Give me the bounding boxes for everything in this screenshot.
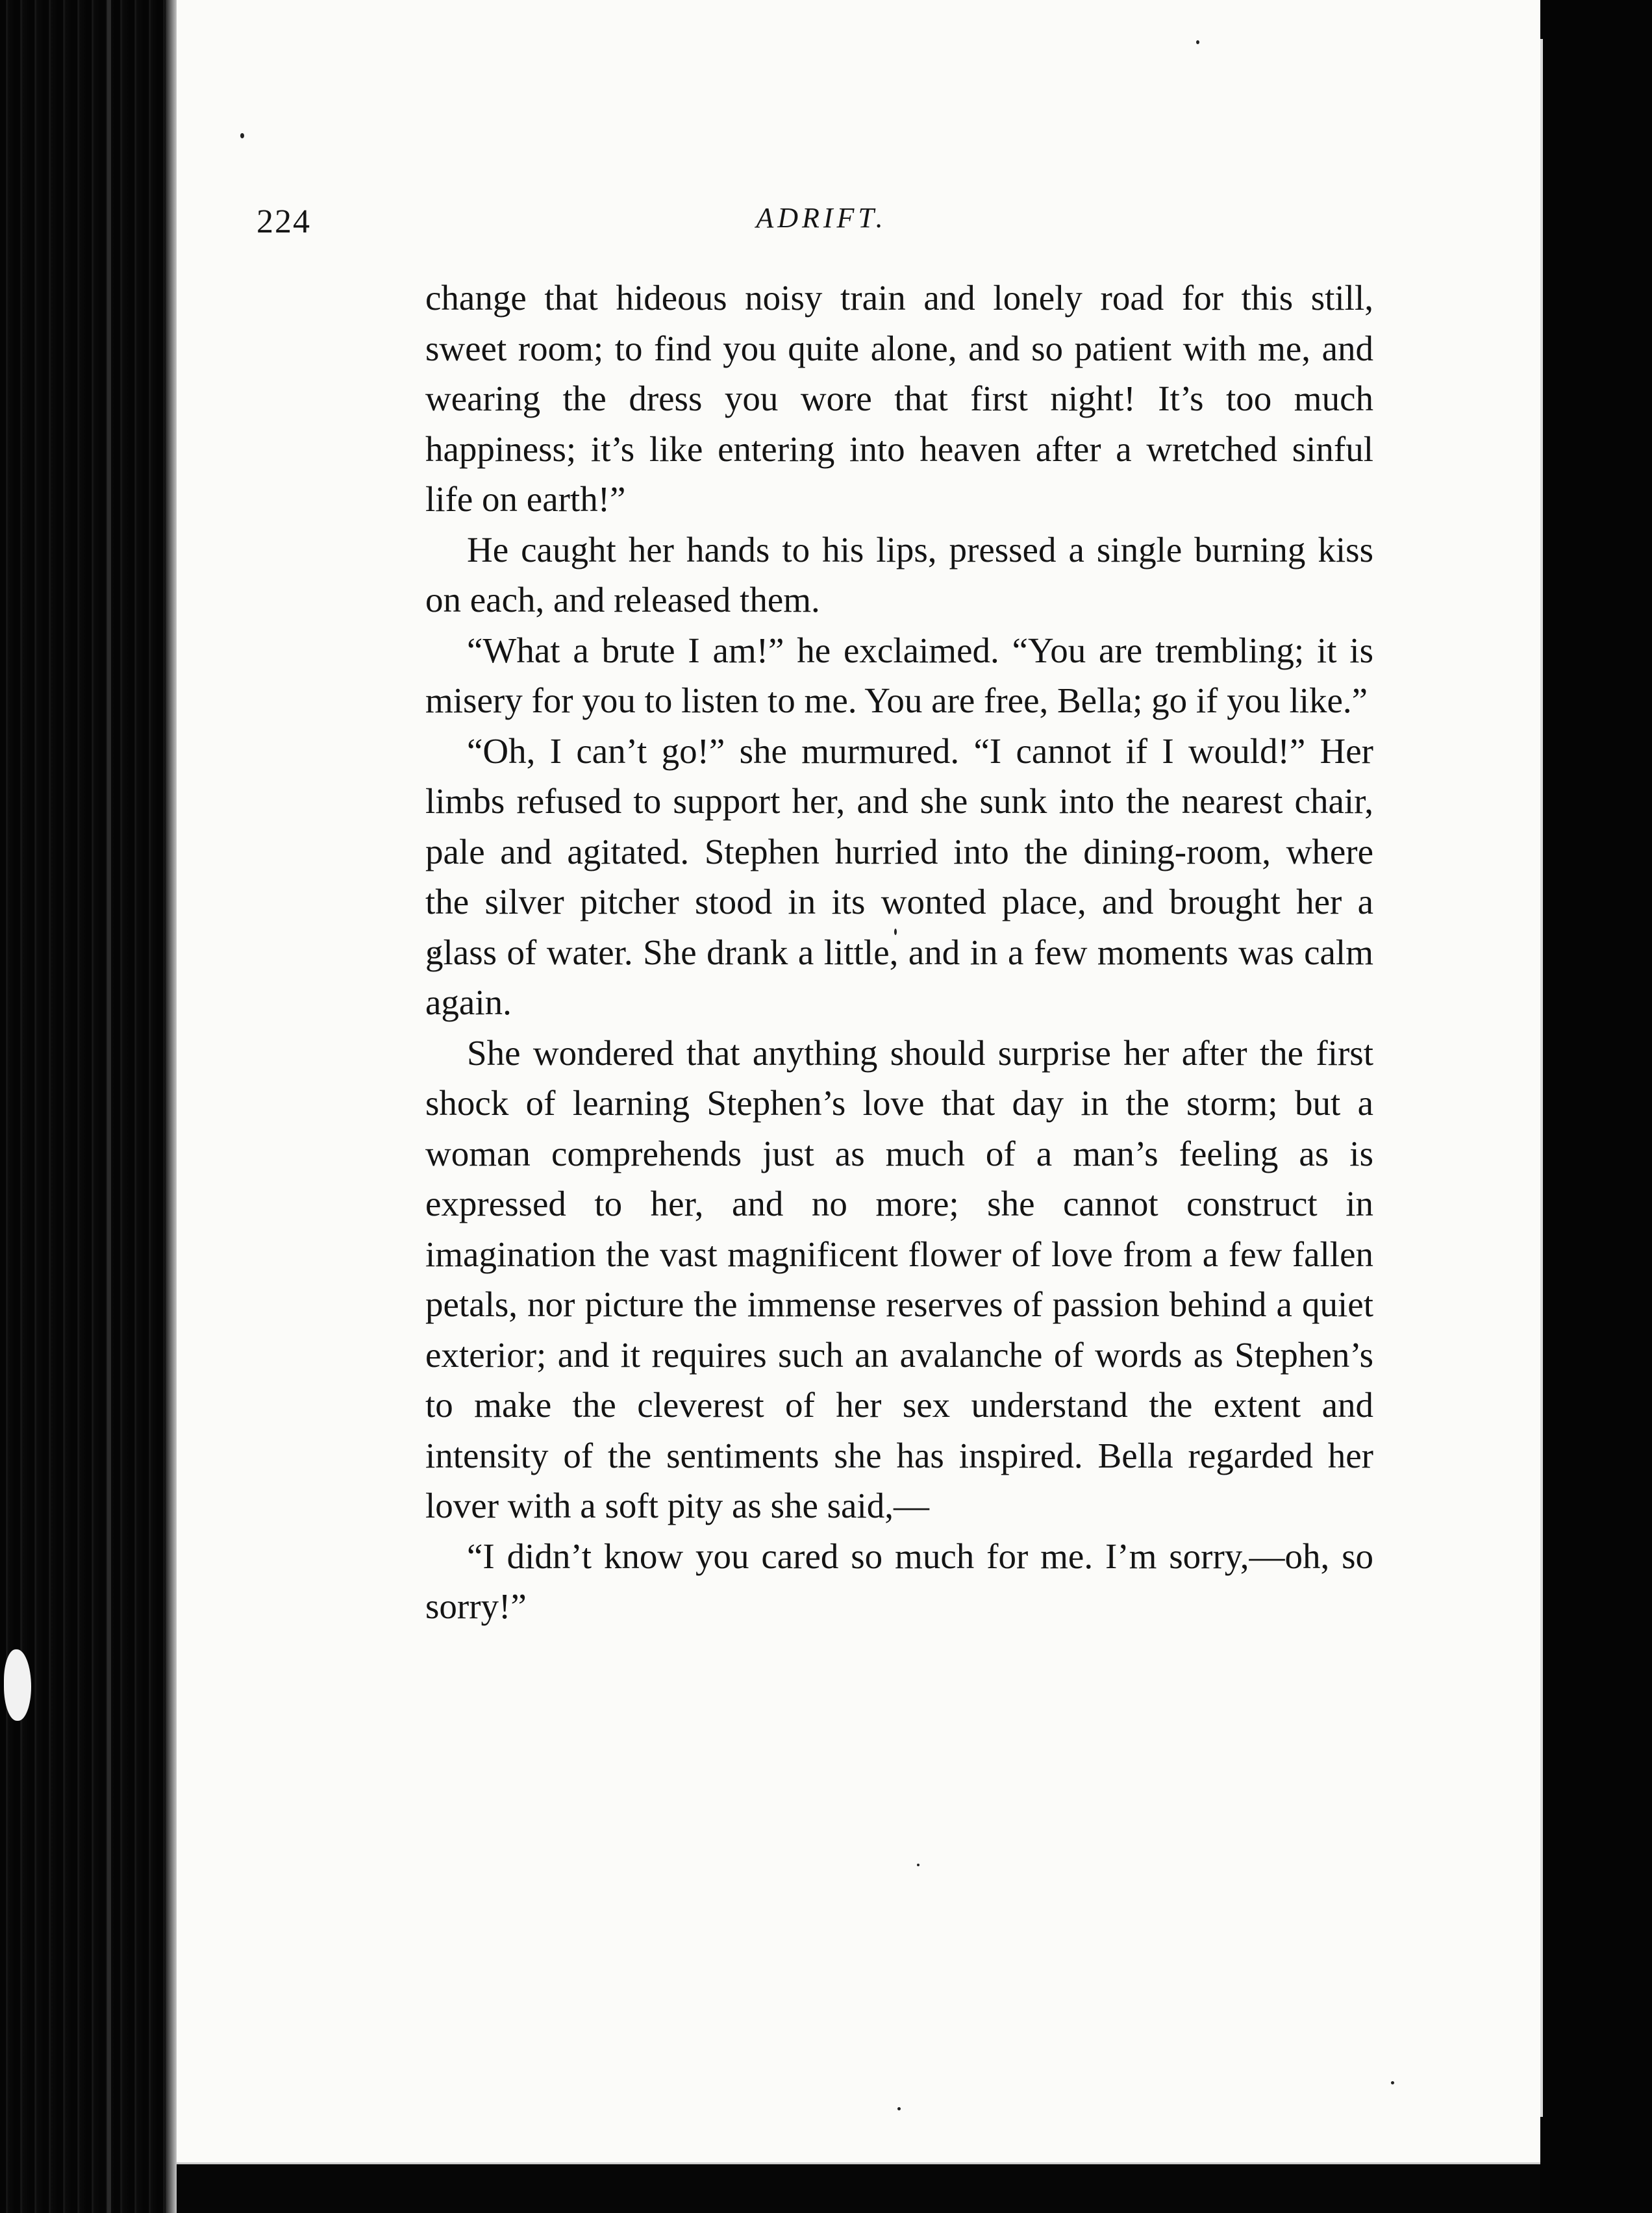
paragraph: He caught her hands to his lips, pressed a single burning kiss on each, and released them. [425,529,1373,619]
scan-bottom-edge [177,2164,1540,2213]
scan-speck [1391,2081,1394,2084]
running-title: ADRIFT. [756,202,887,234]
scan-speck [897,2107,901,2110]
page-header [257,188,1386,260]
paragraph: “I didn’t know you cared so much for me. I’m sorry,—oh, so sorry!” [425,1536,1373,1626]
scan-speck [917,1864,920,1866]
scan-right-margin [1535,0,1652,2213]
book-binding-gutter [0,0,175,2213]
scan-blot [4,1649,31,1721]
scan-speck [1196,40,1199,44]
binding-page-edge [166,0,177,2213]
page-number: 224 [257,203,311,240]
paragraph: She wondered that anything should surprise her after the first shock of learning Stephen’s love that day in the storm; but a woman comprehends just as much of a man’s feeling as is expressed to her, and no more; she cannot construct in imagination the vast magnificent flower of love from a few fallen petals, nor picture the immense reserves of passion behind a quiet exterior; and it requires such an avalanche of words as Stephen’s to make the cleverest of her sex understand the extent and intensity of the sentiments she has inspired. Bella regarded her lover with a soft pity as she said,— [425,1032,1373,1525]
paragraph-continued: change that hideous noisy train and lonely road for this still, sweet room; to find you quite alone, and so patient with me, and wearing the dress you wore that first night! It’s too much happiness; it’s like entering into heaven after a wretched sinful life on earth!” [425,278,1373,519]
binding-stripe [107,0,111,2213]
paragraph: “What a brute I am!” he exclaimed. “You are trembling; it is misery for you to listen to me. You are free, Bella; go if you like.” [425,630,1373,720]
body-text [425,273,1373,1632]
scan-speck [240,133,244,138]
paragraph: “Oh, I can’t go!” she murmured. “I cannot if I would!” Her limbs refused to support her, and she sunk into the nearest chair, pale and agitated. Stephen hurried into the dining-room, where the silver pitcher stood in its wonted place, and brought her a glass of water. She drank a little, and in a few moments was calm again. [425,731,1373,1022]
